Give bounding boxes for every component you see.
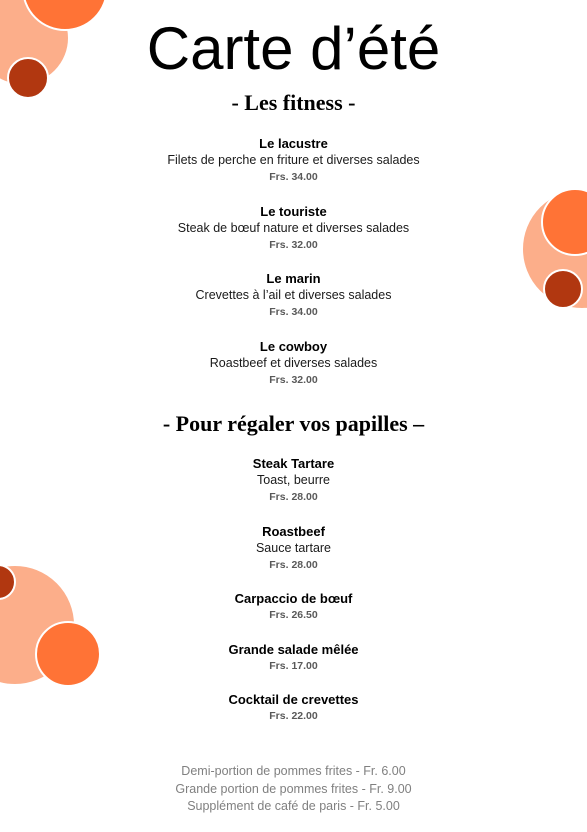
menu-item-name: Carpaccio de bœuf [234,591,353,606]
menu-item-name: Le touriste [260,203,327,219]
menu-item [0,270,587,321]
menu-section-fitness [0,135,587,405]
menu-item-name: Steak Tartare [252,456,335,471]
menu-item [0,523,587,574]
menu-item [0,455,587,506]
menu-item-name: Le lacustre [259,136,328,151]
menu-item [0,338,587,389]
menu-item [0,590,587,624]
menu-item-name: Cocktail de crevettes [228,692,359,707]
menu-item-price: Frs. 22.00 [269,710,318,722]
menu-item-description: Steak de bœuf nature et diverses salades [177,220,410,235]
menu-item-description: Roastbeef et diverses salades [209,355,378,370]
menu-item-price: Frs. 26.50 [269,609,318,621]
menu-section-papilles [0,455,587,742]
menu-item-price: Frs. 32.00 [269,238,318,251]
menu-item-price: Frs. 17.00 [269,659,318,672]
menu-item-price: Frs. 32.00 [269,373,318,386]
menu-item-price: Frs. 34.00 [269,171,318,183]
menu-item-name: Le cowboy [259,338,328,354]
menu-item-name: Le marin [266,271,321,286]
section-heading: - Pour régaler vos papilles – [162,411,425,436]
menu-item [0,203,587,254]
menu-item-price: Frs. 34.00 [269,306,318,318]
menu-item-description: Toast, beurre [257,473,330,487]
extras-item: Grande portion de pommes frites - Fr. 9.00 [175,781,412,796]
menu-title: Carte d’été [146,15,441,82]
section-heading: - Les fitness - [231,90,356,115]
menu-item [0,641,587,675]
menu-item-description: Crevettes à l’ail et diverses salades [195,288,392,302]
menu-item-name: Roastbeef [262,523,325,539]
menu-item-price: Frs. 28.00 [269,491,318,503]
extras-list [0,763,587,816]
menu-item [0,691,587,725]
menu-item-price: Frs. 28.00 [269,558,318,571]
extras-item: Supplément de café de paris - Fr. 5.00 [187,799,400,813]
menu-item-description: Filets de perche en friture et diverses salades [167,153,420,167]
menu-item [0,135,587,186]
menu-item-description: Sauce tartare [255,540,332,555]
menu-item-name: Grande salade mêlée [228,641,359,657]
extras-item: Demi-portion de pommes frites - Fr. 6.00 [181,764,406,778]
